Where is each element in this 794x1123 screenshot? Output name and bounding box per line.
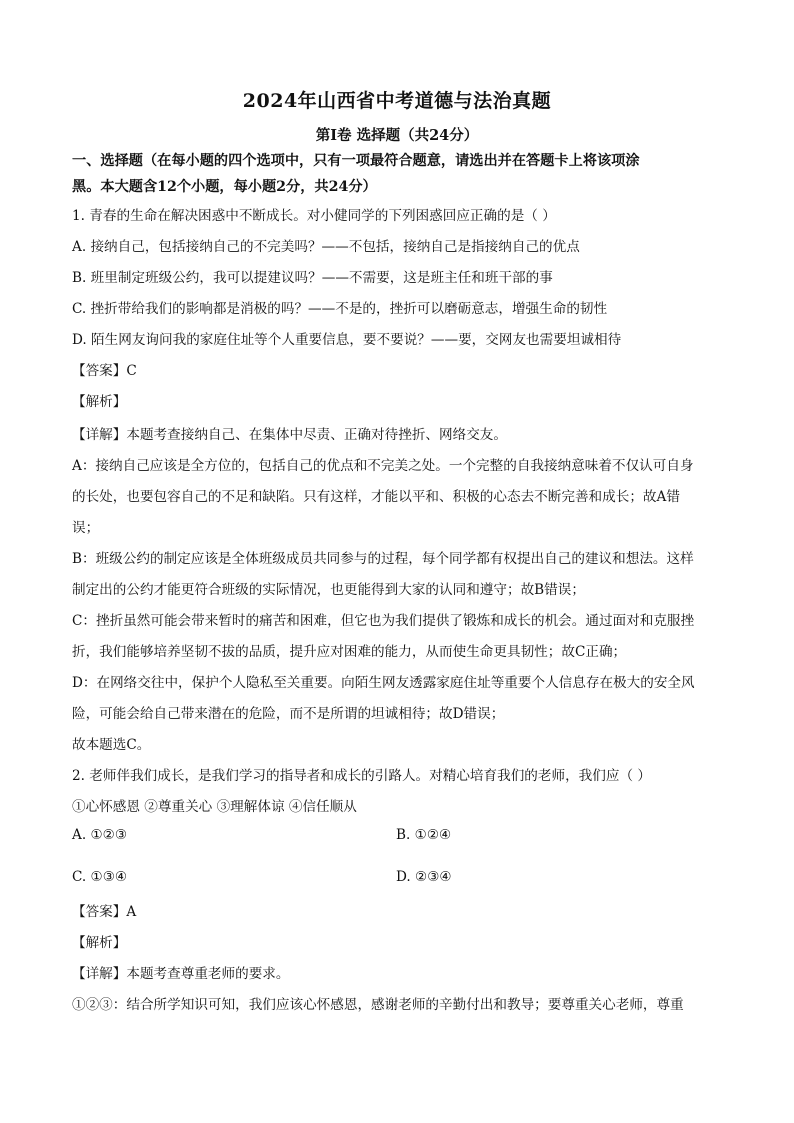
explanation-line: 故本题选C。 xyxy=(72,737,151,753)
question-2-analysis-label: 【解析】 xyxy=(72,935,127,951)
explanation-line: 险，可能会给自己带来潜在的危险，而不是所谓的坦诚相待；故D错误； xyxy=(72,706,505,722)
explanation-line: 制定出的公约才能更符合班级的实际情况，也更能得到大家的认同和遵守；故B错误； xyxy=(72,582,585,598)
question-2-stem: 2. 老师伴我们成长，是我们学习的指导者和成长的引路人。对精心培育我们的老师，我们应（ ） xyxy=(72,768,651,784)
explanation-line: B：班级公约的制定应该是全体班级成员共同参与的过程，每个同学都有权提出自己的建议和想法。这样 xyxy=(72,551,694,567)
explanation-line: 折，我们能够培养坚韧不拔的品质，提升应对困难的能力，从而使生命更具韧性；故C正确； xyxy=(72,644,627,660)
question-2-answer xyxy=(72,900,136,920)
document-title: 2024年山西省中考道德与法治真题 xyxy=(242,90,552,112)
question-1-answer xyxy=(72,359,137,379)
question-2-option-a: A. ①②③ xyxy=(72,827,128,843)
question-2-option-d: D. ②③④ xyxy=(396,869,452,885)
explanation-line: 的长处，也要包容自己的不足和缺陷。只有这样，才能以平和、积极的心态去不断完善和成长；故A错 xyxy=(72,489,680,505)
part-heading: 第Ⅰ卷 选择题（共24分） xyxy=(315,127,479,144)
question-1-option-d: D. 陌生网友询问我的家庭住址等个人重要信息，要不要说？——要，交网友也需要坦诚相待 xyxy=(72,332,622,348)
question-2-choices: ①心怀感恩 ②尊重关心 ③理解体谅 ④信任顺从 xyxy=(72,799,357,815)
question-2-detail: 【详解】本题考查尊重老师的要求。 xyxy=(72,966,290,982)
answer-label: 【答案】 xyxy=(72,904,127,920)
explanation-line: A：接纳自己应该是全方位的，包括自己的优点和不完美之处。一个完整的自我接纳意味着不仅认可自身 xyxy=(72,458,694,474)
question-1-option-b: B. 班里制定班级公约，我可以提建议吗？——不需要，这是班主任和班干部的事 xyxy=(72,270,553,286)
explanation-line: 误； xyxy=(72,520,100,536)
question-2-option-b: B. ①②④ xyxy=(396,827,452,843)
question-1-stem: 1. 青春的生命在解决困惑中不断成长。对小健同学的下列困惑回应正确的是（ ） xyxy=(72,208,556,224)
section-heading-line: 黑。本大题含12个小题，每小题2分，共24分） xyxy=(72,179,377,195)
question-1-option-c: C. 挫折带给我们的影响都是消极的吗？——不是的，挫折可以磨砺意志，增强生命的韧性 xyxy=(72,301,608,317)
explanation-line: ①②③：结合所学知识可知，我们应该心怀感恩，感谢老师的辛勤付出和教导；要尊重关心老师，尊重 xyxy=(72,997,684,1013)
section-heading-line: 一、选择题（在每小题的四个选项中，只有一项最符合题意，请选出并在答题卡上将该项涂 xyxy=(72,153,640,169)
answer-value: A xyxy=(126,904,137,920)
explanation-line: C：挫折虽然可能会带来暂时的痛苦和困难，但它也为我们提供了锻炼和成长的机会。通过面对和克服挫 xyxy=(72,613,695,629)
question-1-option-a: A. 接纳自己，包括接纳自己的不完美吗？——不包括，接纳自己是指接纳自己的优点 xyxy=(72,239,580,255)
question-1-detail: 【详解】本题考查接纳自己、在集体中尽责、正确对待挫折、网络交友。 xyxy=(72,427,507,443)
answer-label: 【答案】 xyxy=(72,363,127,379)
explanation-line: D：在网络交往中，保护个人隐私至关重要。向陌生网友透露家庭住址等重要个人信息存在极大的安全风 xyxy=(72,675,695,691)
answer-value: C xyxy=(126,363,137,379)
question-2-option-c: C. ①③④ xyxy=(72,869,128,885)
question-1-analysis-label: 【解析】 xyxy=(72,394,127,410)
